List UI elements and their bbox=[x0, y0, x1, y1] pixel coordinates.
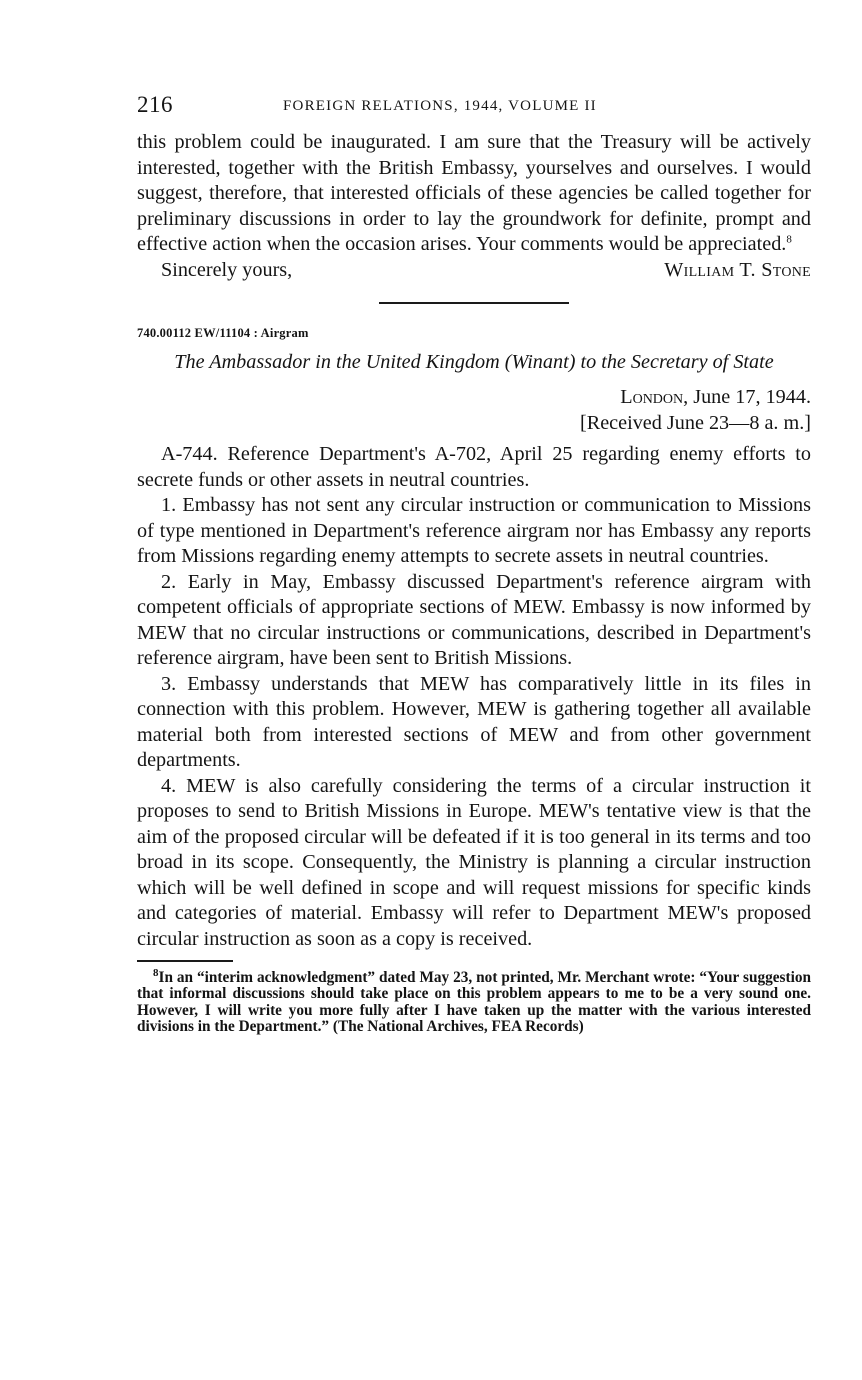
page-header bbox=[137, 90, 811, 130]
footnote bbox=[137, 966, 811, 1036]
body-paragraph-1: 1. Embassy has not sent any circular instruction or communication to Missions of type mentioned in Department's reference airgram nor has Embassy any reports from Missions regarding enemy attempts to secrete assets in neutral countries. bbox=[137, 494, 811, 567]
document-body bbox=[137, 442, 811, 952]
previous-letter-paragraph bbox=[137, 130, 811, 258]
document-page bbox=[137, 90, 811, 1036]
document-title: The Ambassador in the United Kingdom (Winant) to the Secretary of State bbox=[174, 350, 774, 373]
footnote-reference: 8 bbox=[786, 233, 792, 246]
body-paragraph-4: 4. MEW is also carefully considering the terms of a circular instruction it proposes to send to British Missions in Europe. MEW's tentative view is that the aim of the proposed circular will be defeated if it is too general in its terms and too broad in its scope. Consequently, the Ministry is planning a circular instruction which will be well defined in scope and will request missions for specific kinds and categories of material. Embassy will refer to Department MEW's proposed circular instruction as soon as a copy is received. bbox=[137, 774, 811, 950]
body-paragraph-3: 3. Embassy understands that MEW has comparatively little in its files in connection with this problem. However, MEW is gathering together all available material both from interested sections of MEW and from other government departments. bbox=[137, 672, 811, 771]
previous-letter-text: this problem could be inaugurated. I am sure that the Treasury will be actively interested, together with the British Embassy, yourselves and ourselves. I would suggest, therefore, that interested officials of these agencies be called together for preliminary discussions in order to lay the groundwork for definite, prompt and effective action when the occasion arises. Your comments would be appreciated. bbox=[137, 131, 811, 255]
footnote-marker: 8 bbox=[153, 966, 159, 979]
footnote-divider bbox=[137, 960, 233, 962]
letter-closing bbox=[137, 258, 811, 288]
place-and-date bbox=[137, 385, 811, 411]
signature: William T. Stone bbox=[664, 258, 811, 281]
running-head: FOREIGN RELATIONS, 1944, VOLUME II bbox=[283, 98, 597, 114]
section-divider bbox=[379, 302, 569, 304]
received-note: [Received June 23—8 a. m.] bbox=[580, 411, 811, 434]
page-number: 216 bbox=[137, 92, 173, 117]
footnote-text: In an “interim acknowledgment” dated May 23, not printed, Mr. Merchant wrote: “Your suggestion that informal discussions should take place on this problem appears to me to be a very sound one. However, I will write you more fully after I have taken up the matter with the various interested divisions in the Department.” (The National Archives, FEA Records) bbox=[137, 968, 811, 1035]
body-paragraph-2: 2. Early in May, Embassy discussed Department's reference airgram with competent officials of appropriate sections of MEW. Embassy is now informed by MEW that no circular instructions or communications, described in Department's reference airgram, have been sent to British Missions. bbox=[137, 570, 811, 669]
file-number: 740.00112 EW/11104 : Airgram bbox=[137, 325, 309, 340]
date: , June 17, 1944. bbox=[683, 386, 811, 408]
place: London bbox=[620, 386, 684, 408]
body-paragraph-intro: A-744. Reference Department's A-702, April 25 regarding enemy efforts to secrete funds or other assets in neutral countries. bbox=[137, 443, 811, 491]
salutation: Sincerely yours, bbox=[161, 258, 293, 281]
